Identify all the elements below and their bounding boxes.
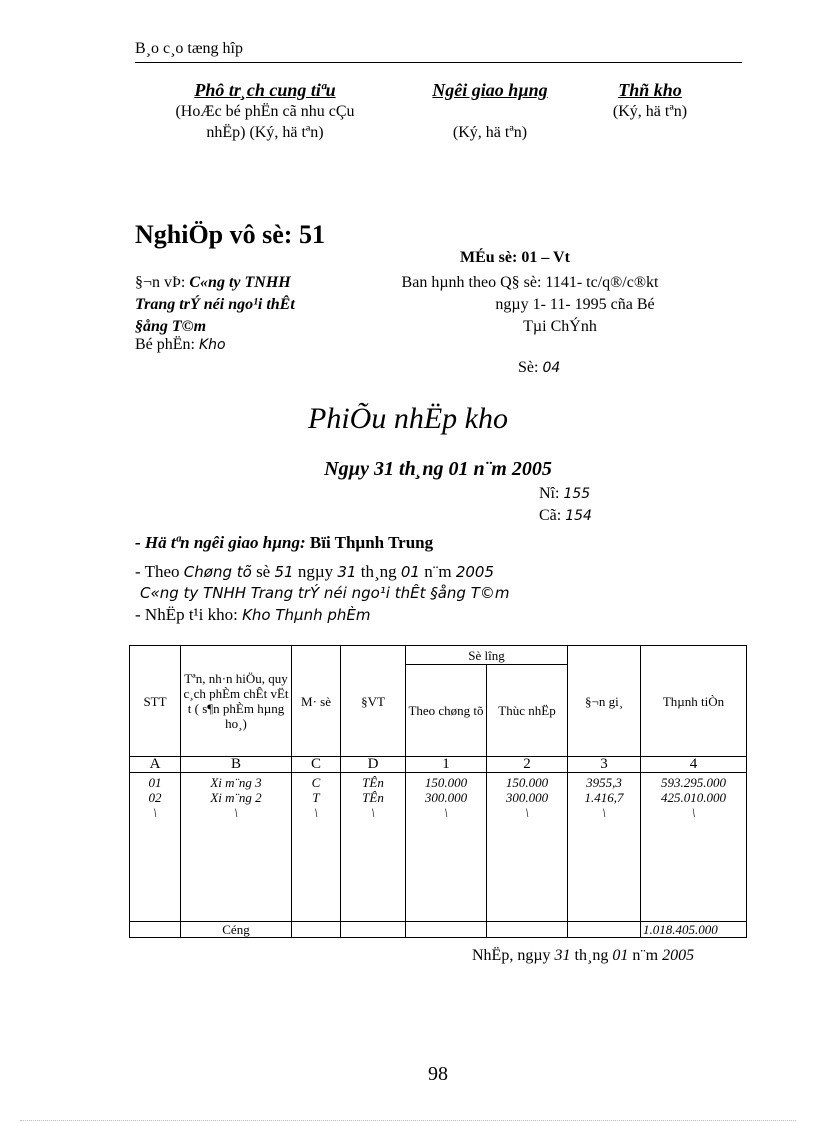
deliverer-name: Bïi Thµnh Trung: [309, 533, 434, 552]
footer-month-label: th¸ng: [574, 947, 609, 964]
voucher-day-label: ngµy: [297, 562, 334, 581]
warehouse-label: - NhËp t¹i kho:: [135, 605, 238, 624]
signature-storekeeper-title: Thñ kho: [618, 80, 682, 100]
voucher-day: 31: [337, 563, 357, 581]
table-row: [130, 773, 747, 922]
row-price: 1.416,7: [584, 790, 624, 805]
signature-deliverer: [405, 80, 575, 143]
col-amount: Thµnh tiÒn: [641, 646, 747, 757]
signature-deliverer-note2: (Ký, hä tªn): [452, 124, 528, 141]
footer-prefix: NhËp, ngµy: [472, 947, 551, 964]
signature-storekeeper-note1: (Ký, hä tªn): [612, 103, 688, 120]
unit-label: §¬n vÞ:: [135, 274, 186, 291]
signature-purchasing-title: Phô tr¸ch cung tiªu: [194, 80, 336, 100]
voucher-prefix: - Theo: [135, 562, 180, 581]
table-total-row: [130, 922, 747, 938]
dash: \: [691, 805, 696, 820]
voucher-line: [135, 562, 494, 582]
col-qty-doc: Theo chøng tõ: [406, 665, 487, 757]
code-cell: B: [181, 757, 292, 773]
col-name: Tªn, nh·n hiÖu, quy c¸ch phÈm chÊt vËt t ( s¶n phÈm hµng ho¸): [181, 646, 292, 757]
signature-deliverer-note1: [405, 101, 575, 122]
dash: \: [153, 805, 157, 820]
footer-year-label: n¨m: [632, 947, 659, 964]
voucher-month: 01: [400, 563, 420, 581]
footer-year: 2005: [662, 947, 695, 964]
page-header: B¸o c¸o tæng hîp: [135, 40, 243, 57]
unit-name-2: Trang trÝ néi ngo¹i thÊt: [135, 296, 295, 313]
row-qty-real: 300.000: [505, 790, 549, 805]
page-number: 98: [428, 1063, 448, 1085]
col-price: §¬n gi¸: [568, 646, 641, 757]
total-label: Céng: [181, 922, 292, 938]
credit-account: [539, 507, 592, 525]
decree-line-2: ngµy 1- 11- 1995 cña Bé: [495, 296, 655, 313]
debit-label: Nî:: [539, 485, 560, 502]
row-amount: 593.295.000: [661, 775, 727, 790]
voucher-sep: sè: [256, 562, 271, 581]
credit-value: 154: [565, 508, 592, 524]
footer-month: 01: [612, 947, 629, 964]
dash: \: [314, 805, 318, 820]
deliverer-line: [135, 533, 433, 553]
row-unit: TÊn: [362, 775, 384, 790]
code-cell: 3: [568, 757, 641, 773]
dash: \: [371, 805, 375, 820]
dash: \: [525, 805, 529, 820]
department: [135, 336, 226, 354]
code-cell: 2: [487, 757, 568, 773]
col-code: M· sè: [292, 646, 341, 757]
operation-heading: NghiÖp vô sè: 51: [135, 220, 325, 249]
credit-label: Cã:: [539, 507, 562, 524]
voucher-number-label: Sè:: [518, 359, 539, 376]
header-divider: [135, 62, 742, 63]
code-cell: 4: [641, 757, 747, 773]
col-qty: Sè lîng: [406, 646, 568, 665]
code-cell: D: [341, 757, 406, 773]
unit-name-1: C«ng ty TNHH: [189, 274, 291, 291]
voucher-company: C«ng ty TNHH Trang trÝ néi ngo¹i thÊt §ång T©m: [140, 584, 510, 602]
unit-block: [135, 272, 295, 338]
signature-deliverer-title: Ngêi giao hµng: [432, 80, 548, 100]
decree-line-3: Tµi ChÝnh: [523, 318, 597, 335]
row-stt: 01: [148, 775, 162, 790]
row-code: C: [311, 775, 321, 790]
row-qty-doc: 150.000: [424, 775, 468, 790]
form-code: MÉu sè: 01 – Vt: [460, 249, 570, 266]
decree-block: [360, 272, 700, 338]
document-title: PhiÕu nhËp kho: [308, 402, 508, 435]
table-code-row: [130, 757, 747, 773]
row-amount: 425.010.000: [661, 790, 727, 805]
voucher-month-label: th¸ng: [360, 562, 397, 581]
row-stt: 02: [148, 790, 162, 805]
row-unit: TÊn: [362, 790, 384, 805]
receipt-date-footer: [472, 947, 694, 965]
signature-purchasing-note2: nhËp) (Ký, hä tªn): [206, 124, 324, 141]
table-header-row: [130, 646, 747, 665]
code-cell: 1: [406, 757, 487, 773]
voucher-number: [518, 359, 560, 377]
debit-value: 155: [563, 486, 591, 502]
receipt-table: [129, 645, 747, 938]
col-qty-real: Thùc nhËp: [487, 665, 568, 757]
row-qty-doc: 300.000: [424, 790, 468, 805]
document-date: Ngµy 31 th¸ng 01 n¨m 2005: [324, 458, 552, 480]
col-stt: STT: [130, 646, 181, 757]
decree-line-1: Ban hµnh theo Q§ sè: 1141- tc/q®/c®kt: [401, 274, 659, 291]
debit-account: [539, 485, 590, 503]
warehouse-line: [135, 605, 371, 625]
row-name: Xi m¨ng 2: [210, 790, 262, 805]
signature-purchasing: [150, 80, 380, 143]
voucher-year-label: n¨m: [424, 562, 452, 581]
unit-name-3: §ång T©m: [135, 318, 207, 335]
page-bottom-rule: [20, 1120, 796, 1122]
warehouse-value: Kho Thµnh phÈm: [242, 606, 371, 624]
department-label: Bé phËn:: [135, 336, 195, 353]
row-qty-real: 150.000: [505, 775, 549, 790]
code-cell: A: [130, 757, 181, 773]
dash: \: [234, 805, 238, 820]
dash: \: [444, 805, 448, 820]
voucher-doc: Chøng tõ: [183, 563, 252, 581]
total-amount: 1.018.405.000: [641, 922, 747, 938]
row-name: Xi m¨ng 3: [210, 775, 262, 790]
department-value: Kho: [199, 337, 226, 353]
voucher-num: 51: [274, 563, 294, 581]
footer-day: 31: [554, 947, 571, 964]
signature-purchasing-note1: (HoÆc bé phËn cã nhu cÇu: [175, 103, 355, 120]
col-unit: §VT: [341, 646, 406, 757]
dash: \: [602, 805, 606, 820]
row-code: T: [312, 790, 320, 805]
voucher-year: 2005: [455, 563, 495, 581]
signature-storekeeper: [590, 80, 710, 122]
code-cell: C: [292, 757, 341, 773]
voucher-number-value: 04: [542, 360, 561, 376]
deliverer-label: - Hä tªn ngêi giao hµng:: [135, 533, 306, 552]
row-price: 3955,3: [586, 775, 622, 790]
